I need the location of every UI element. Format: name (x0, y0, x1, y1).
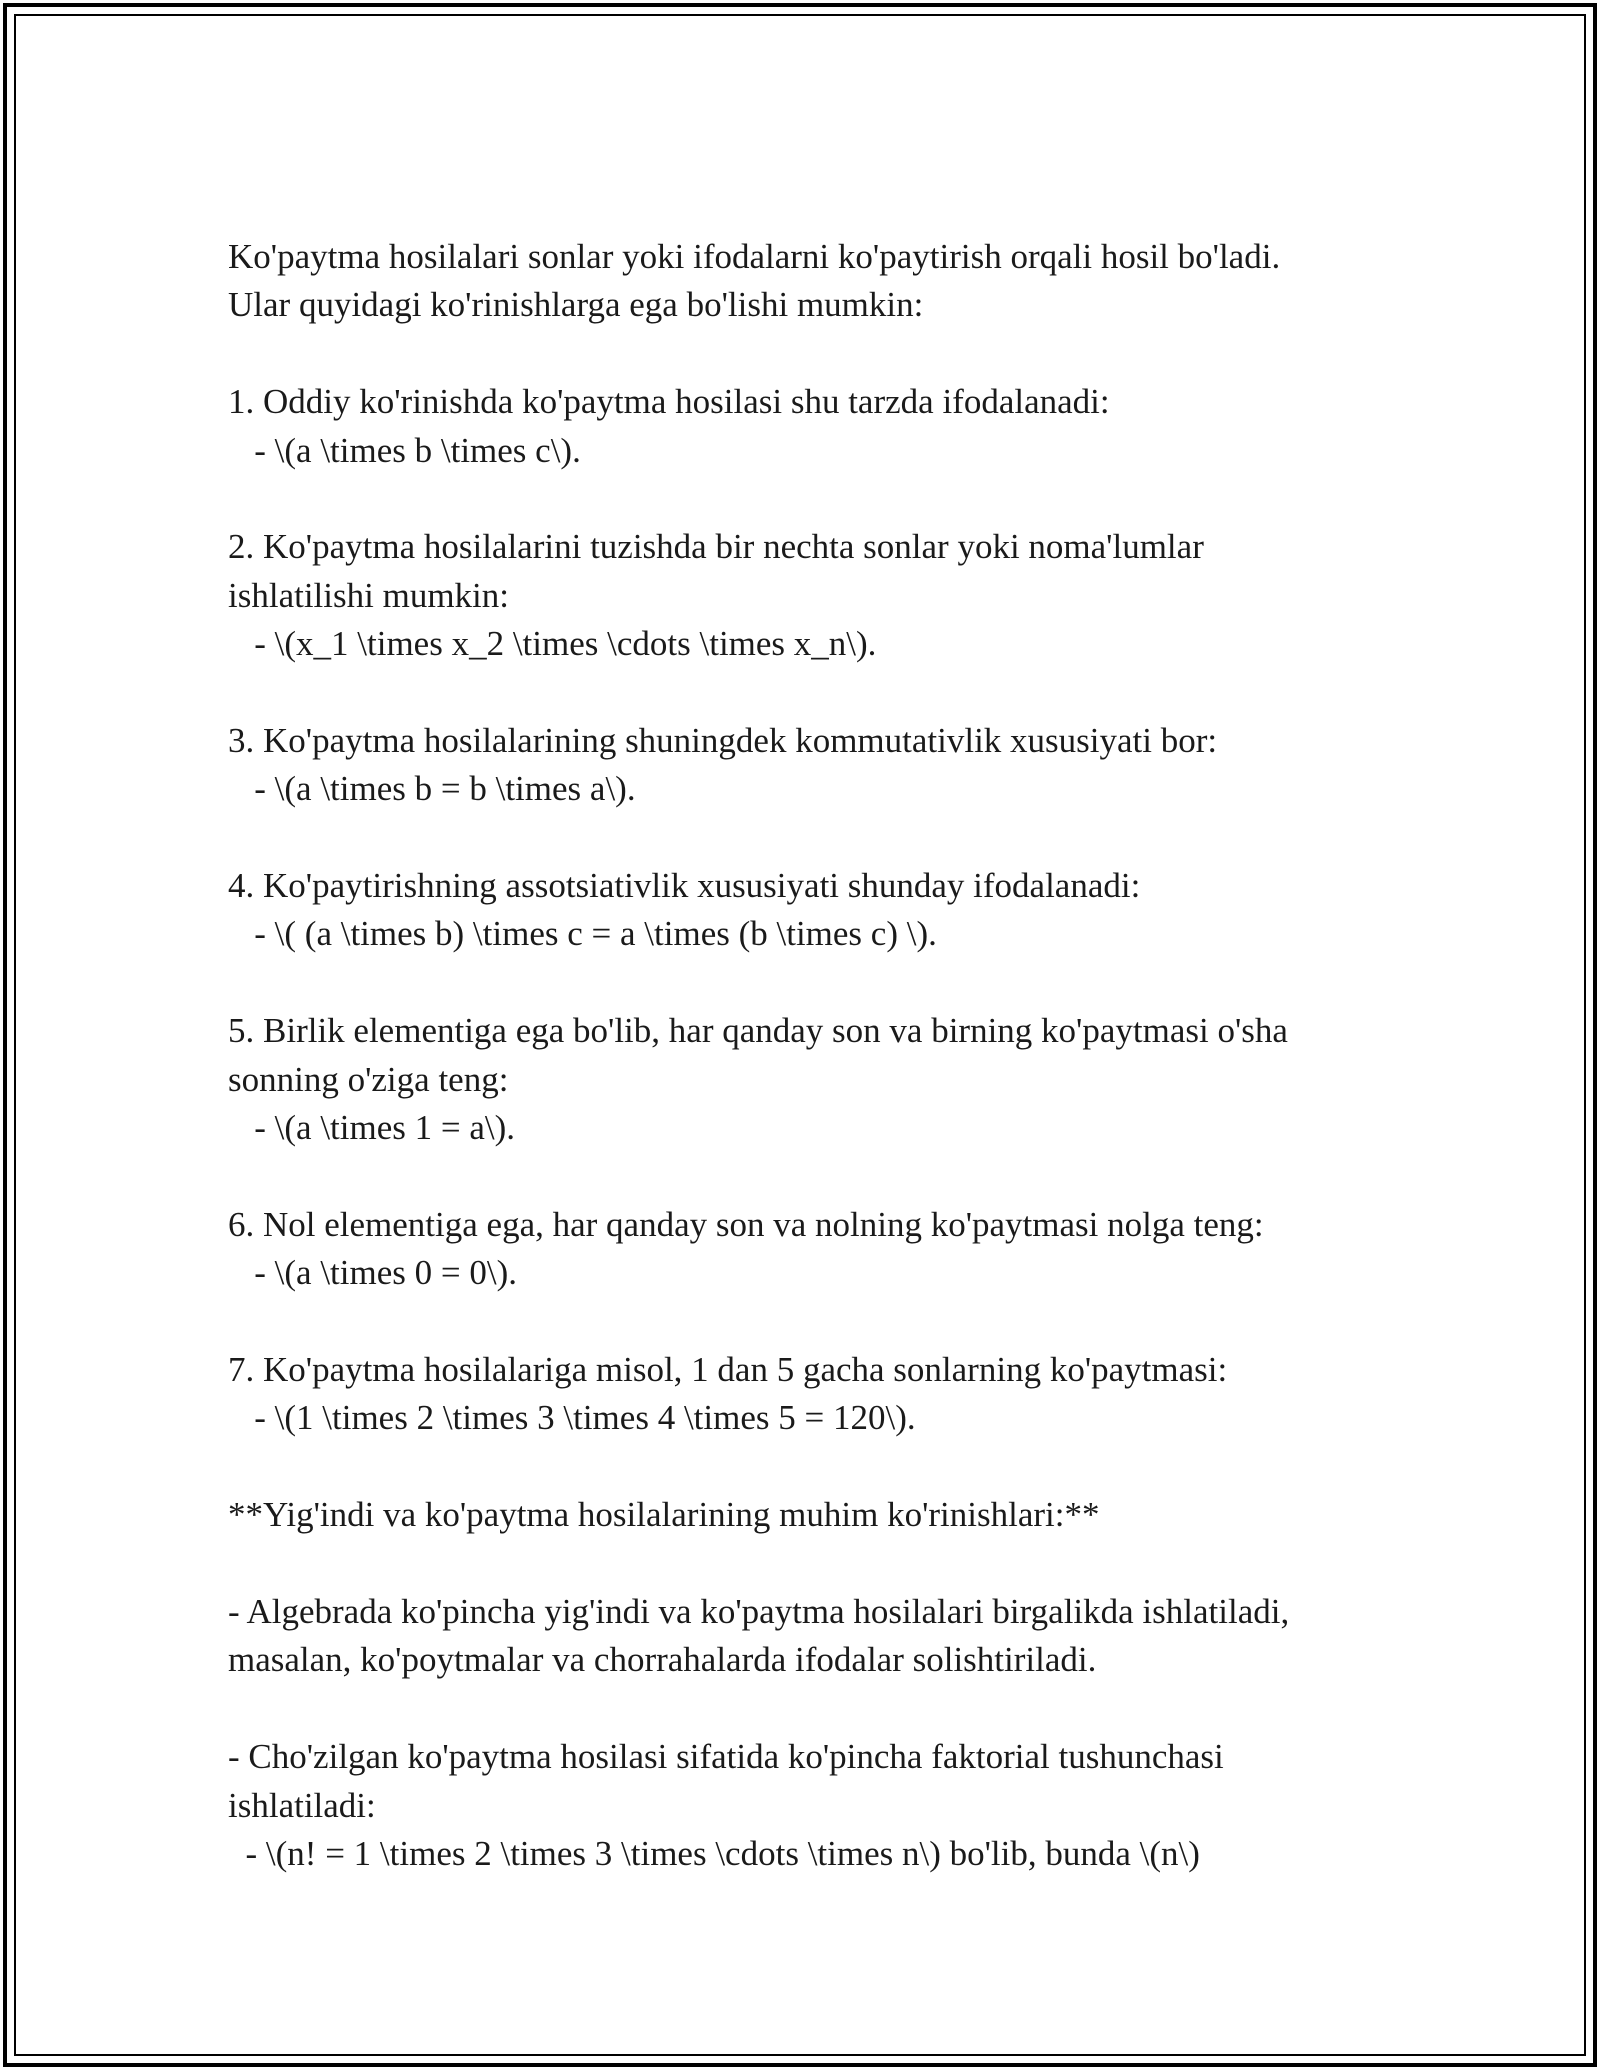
list-item-4-text: 4. Ko'paytirishning assotsiativlik xususiyati shunday ifodalanadi: (228, 866, 1141, 906)
list-item-5-text: sonning o'ziga teng: (228, 1059, 509, 1099)
intro-line: Ular quyidagi ko'rinishlarga ega bo'lishi mumkin: (228, 285, 924, 325)
list-item-6-formula: - \(a \times 0 = 0\). (228, 1253, 517, 1293)
document-body (228, 233, 1408, 1878)
bullet-1-text: masalan, ko'poytmalar va chorrahalarda ifodalar solishtiriladi. (228, 1640, 1097, 1680)
intro-line: Ko'paytma hosilalari sonlar yoki ifodalarni ko'paytirish orqali hosil bo'ladi. (228, 237, 1281, 276)
list-item-5-formula: - \(a \times 1 = a\). (228, 1108, 516, 1148)
bullet-2-text: - Cho'zilgan ko'paytma hosilasi sifatida ko'pincha faktorial tushunchasi (228, 1737, 1224, 1777)
bullet-1-text: - Algebrada ko'pincha yig'indi va ko'paytma hosilalari birgalikda ishlatiladi, (228, 1591, 1290, 1631)
paragraph-gap (228, 475, 1408, 523)
list-item-2-formula: - \(x_1 \times x_2 \times \cdots \times x_n\). (228, 624, 877, 664)
list-item-6-text: 6. Nol elementiga ega, har qanday son va nolning ko'paytmasi nolga teng: (228, 1204, 1264, 1244)
paragraph-gap (228, 1685, 1408, 1733)
list-item-1-formula: - \(a \times b \times c\). (228, 430, 581, 470)
section-heading: **Yig'indi va ko'paytma hosilalarining muhim ko'rinishlari:** (228, 1495, 1100, 1535)
list-item-3-text: 3. Ko'paytma hosilalarining shuningdek kommutativlik xususiyati bor: (228, 720, 1218, 760)
list-item-4-formula: - \( (a \times b) \times c = a \times (b \times c) \). (228, 914, 937, 954)
paragraph-gap (228, 1152, 1408, 1200)
list-item-2-text: ishlatilishi mumkin: (228, 575, 509, 615)
paragraph-gap (228, 669, 1408, 717)
paragraph-gap (228, 1540, 1408, 1588)
bullet-2-formula: - \(n! = 1 \times 2 \times 3 \times \cdots \times n\) bo'lib, bunda \(n\) (228, 1833, 1200, 1873)
bullet-2-text: ishlatiladi: (228, 1785, 376, 1825)
list-item-1-text: 1. Oddiy ko'rinishda ko'paytma hosilasi shu tarzda ifodalanadi: (228, 382, 1110, 422)
paragraph-gap (228, 959, 1408, 1007)
paragraph-gap (228, 1443, 1408, 1491)
paragraph-gap (228, 330, 1408, 378)
list-item-7-formula: - \(1 \times 2 \times 3 \times 4 \times 5 = 120\). (228, 1398, 916, 1438)
paragraph-gap (228, 1298, 1408, 1346)
list-item-5-text: 5. Birlik elementiga ega bo'lib, har qanday son va birning ko'paytmasi o'sha (228, 1011, 1288, 1051)
list-item-3-formula: - \(a \times b = b \times a\). (228, 769, 636, 809)
paragraph-gap (228, 814, 1408, 862)
list-item-7-text: 7. Ko'paytma hosilalariga misol, 1 dan 5 gacha sonlarning ko'paytmasi: (228, 1349, 1228, 1389)
list-item-2-text: 2. Ko'paytma hosilalarini tuzishda bir nechta sonlar yoki noma'lumlar (228, 527, 1204, 567)
